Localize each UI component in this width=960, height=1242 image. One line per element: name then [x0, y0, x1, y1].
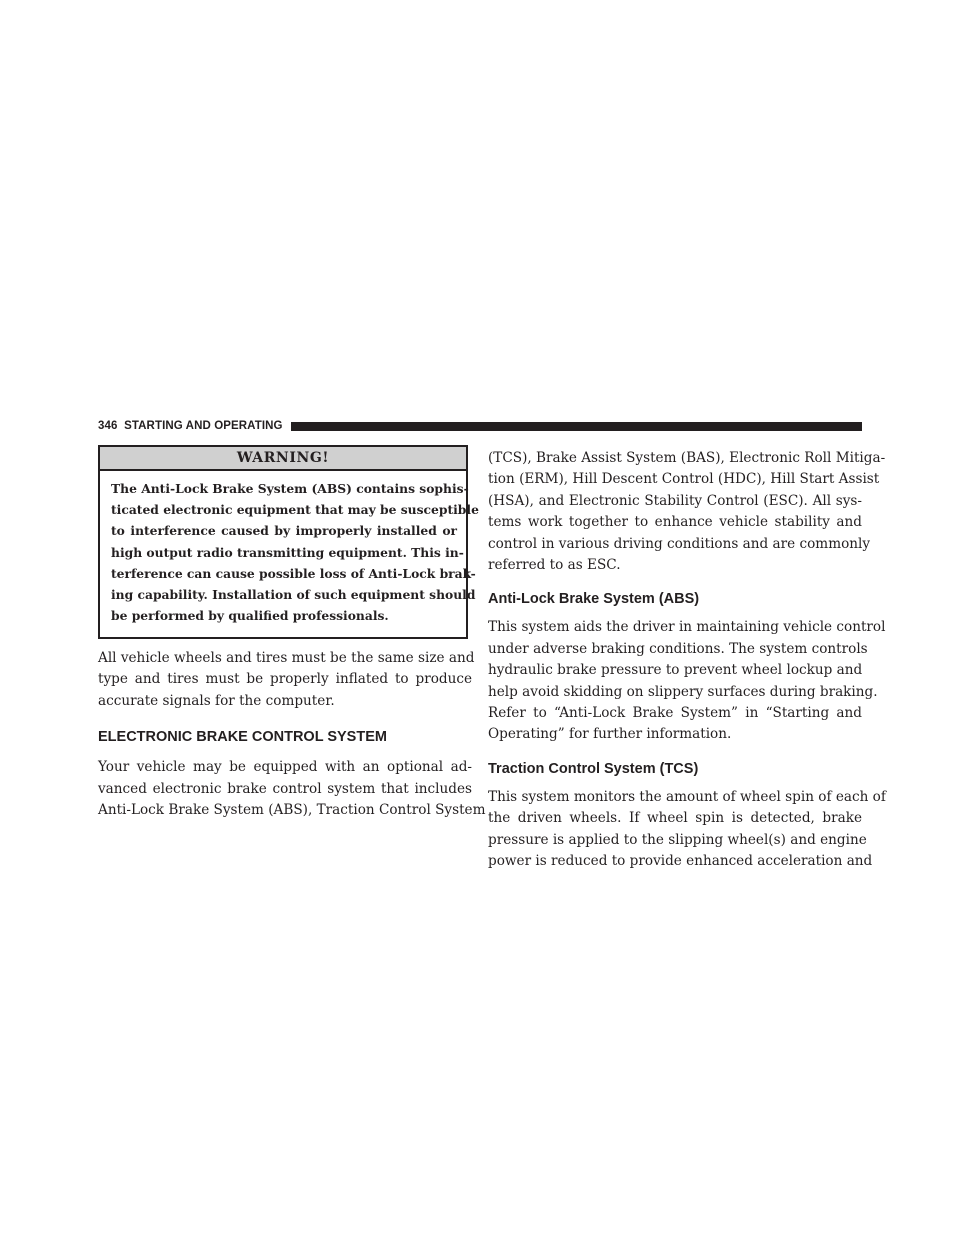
text-line: Refer to “Anti-Lock Brake System” in “Starting and — [488, 705, 862, 722]
right-column — [488, 448, 886, 873]
tcs-paragraph — [488, 787, 886, 873]
warning-box — [98, 445, 479, 639]
text-line: This system aids the driver in maintaining vehicle control — [488, 619, 886, 636]
ebc-paragraph — [98, 757, 486, 821]
text-line: tems work together to enhance vehicle stability and — [488, 514, 862, 531]
text-line: vanced electronic brake control system that includes — [98, 780, 472, 797]
text-line: Anti-Lock Brake System (ABS), Traction Control System — [98, 802, 486, 819]
warning-line: ing capability. Installation of such equipment should — [111, 587, 476, 603]
text-line: This system monitors the amount of wheel spin of each of — [488, 788, 886, 805]
text-line: under adverse braking conditions. The system controls — [488, 640, 868, 657]
text-line: Operating” for further information. — [488, 726, 732, 743]
warning-text — [100, 471, 479, 626]
text-line: pressure is applied to the slipping wheel(s) and engine — [488, 831, 867, 848]
warning-title: WARNING! — [100, 447, 466, 471]
section-title: STARTING AND OPERATING — [124, 420, 283, 432]
ebc-heading: ELECTRONIC BRAKE CONTROL SYSTEM — [98, 729, 387, 746]
text-line: referred to as ESC. — [488, 557, 621, 574]
left-column — [98, 445, 486, 821]
text-line: accurate signals for the computer. — [98, 692, 335, 709]
text-line: tion (ERM), Hill Descent Control (HDC), Hill Start Assist — [488, 471, 880, 488]
text-line: hydraulic brake pressure to prevent wheel lockup and — [488, 662, 863, 679]
esc-paragraph — [488, 448, 886, 576]
text-line: help avoid skidding on slippery surfaces during braking. — [488, 683, 878, 700]
header-rule — [291, 422, 862, 431]
text-line: control in various driving conditions and are commonly — [488, 535, 871, 552]
tcs-heading: Traction Control System (TCS) — [488, 760, 699, 777]
text-line: the driven wheels. If wheel spin is detected, brake — [488, 810, 862, 827]
warning-line: to interference caused by improperly installed or — [111, 523, 457, 539]
text-line: Your vehicle may be equipped with an optional ad- — [98, 759, 472, 776]
warning-line: be performed by qualified professionals. — [111, 608, 389, 624]
abs-heading: Anti-Lock Brake System (ABS) — [488, 591, 700, 608]
page-header — [98, 419, 862, 433]
page-number: 346 — [98, 420, 118, 432]
warning-line: terference can cause possible loss of Anti-Lock brak- — [111, 565, 476, 581]
warning-line: The Anti-Lock Brake System (ABS) contains sophis- — [111, 481, 469, 496]
text-line: power is reduced to provide enhanced acceleration and — [488, 853, 873, 870]
running-header — [98, 420, 283, 432]
warning-line: ticated electronic equipment that may be susceptible — [111, 502, 479, 518]
warning-line: high output radio transmitting equipment. This in- — [111, 544, 464, 560]
wheels-paragraph — [98, 648, 475, 712]
text-line: type and tires must be properly inflated to produce — [98, 671, 472, 688]
text-line: (HSA), and Electronic Stability Control (ESC). All sys- — [488, 492, 862, 509]
text-line: (TCS), Brake Assist System (BAS), Electronic Roll Mitiga- — [488, 450, 886, 466]
abs-paragraph — [488, 617, 886, 745]
text-line: All vehicle wheels and tires must be the same size and — [98, 650, 475, 666]
